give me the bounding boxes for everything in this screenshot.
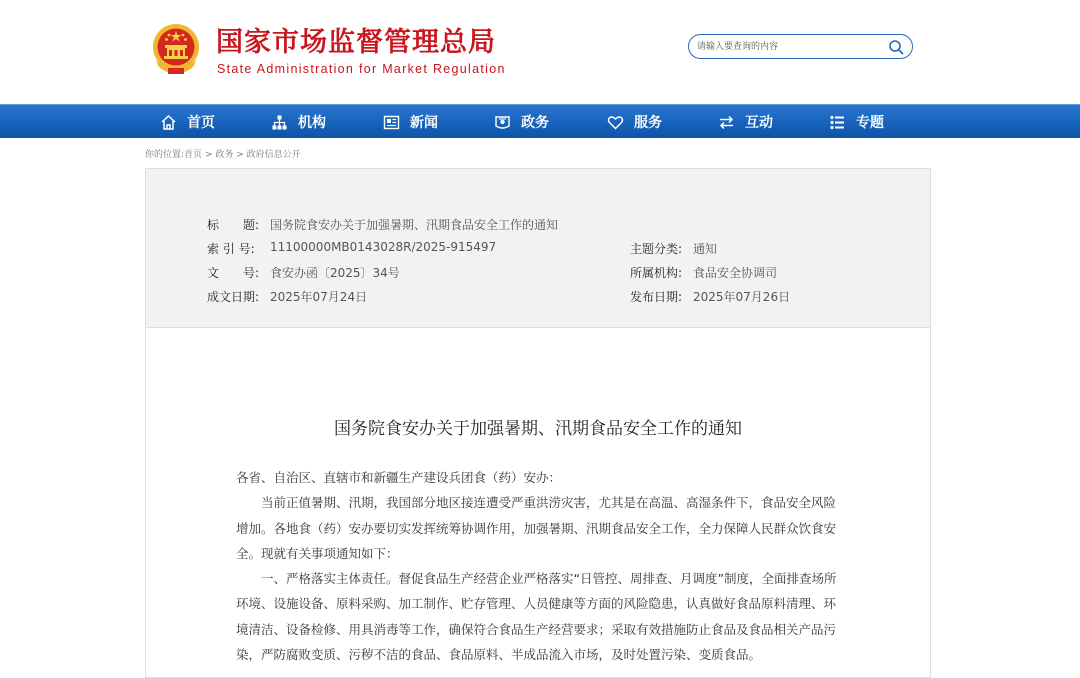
- breadcrumb: [145, 147, 301, 160]
- site-title: 国家市场监督管理总局: [216, 27, 496, 58]
- heart-icon: [607, 114, 624, 131]
- nav-item-label: 互动: [745, 115, 773, 131]
- breadcrumb-item-disclosure[interactable]: 政府信息公开: [246, 150, 301, 160]
- meta-index-value: 11100000MB0143028R/2025-915497: [270, 240, 497, 254]
- news-icon: [383, 114, 400, 131]
- meta-created-label: 成文日期:: [207, 290, 260, 304]
- meta-agency-value: 食品安全协调司: [693, 266, 778, 280]
- search-icon[interactable]: [888, 39, 904, 55]
- nav-item-label: 首页: [187, 115, 215, 131]
- nav-item-label: 服务: [634, 115, 662, 131]
- article-paragraph: 一、严格落实主体责任。督促食品生产经营企业严格落实“日管控、周排查、月调度”制度，全面排查场所环境、设施设备、原料采购、加工制作、贮存管理、人员健康等方面的风险隐患，认真做好食品原料清理、环境清洁、设备检修、用具消毒等工作，确保符合食品生产经营要求；采取有效措施防止食品及食品相关产品污染，严防腐败变质、污秽不洁的食品、食品原料、半成品流入市场，及时处置污染、变质食品。: [236, 571, 837, 663]
- article-paragraph: 当前正值暑期、汛期，我国部分地区接连遭受严重洪涝灾害，尤其是在高温、高湿条件下，食品安全风险增加。各地食（药）安办要切实发挥统筹协调作用，加强暑期、汛期食品安全工作，全力保障人民群众饮食安全。现就有关事项通知如下：: [236, 495, 837, 561]
- nav-item-label: 专题: [856, 115, 884, 131]
- breadcrumb-separator: >: [236, 150, 244, 160]
- nav-item-label: 机构: [298, 115, 326, 131]
- nav-item-affairs[interactable]: [494, 105, 549, 139]
- government-affairs-icon: [494, 114, 511, 131]
- meta-title-label: 标 题:: [207, 218, 260, 232]
- site-header: [0, 0, 1080, 104]
- meta-docno-label: 文 号:: [207, 266, 260, 280]
- meta-title-value: 国务院食安办关于加强暑期、汛期食品安全工作的通知: [270, 218, 559, 232]
- meta-index-label: 索 引 号:: [207, 242, 255, 256]
- national-emblem-icon[interactable]: [150, 22, 202, 78]
- site-subtitle: State Administration for Market Regulation: [217, 62, 506, 76]
- article-salutation: 各省、自治区、直辖市和新疆生产建设兵团食（药）安办：: [236, 470, 562, 485]
- meta-created-value: 2025年07月24日: [270, 290, 368, 304]
- nav-item-org[interactable]: [271, 105, 326, 139]
- meta-published-value: 2025年07月26日: [693, 290, 791, 304]
- topics-icon: [829, 114, 846, 131]
- article-body: [236, 465, 843, 667]
- breadcrumb-item-affairs[interactable]: 政务: [215, 150, 234, 160]
- nav-item-news[interactable]: [383, 105, 438, 139]
- document-meta: [145, 168, 931, 328]
- meta-agency-label: 所属机构:: [630, 266, 683, 280]
- nav-item-service[interactable]: [607, 105, 662, 139]
- search-input[interactable]: [697, 35, 877, 58]
- org-chart-icon: [271, 114, 288, 131]
- meta-category-value: 通知: [693, 242, 718, 256]
- home-icon: [160, 114, 177, 131]
- meta-docno-value: 食安办函〔2025〕34号: [270, 266, 400, 280]
- meta-category-label: 主题分类:: [630, 242, 683, 256]
- main-nav: [0, 104, 1080, 138]
- breadcrumb-prefix: 你的位置:: [145, 150, 185, 160]
- meta-published-label: 发布日期:: [630, 290, 683, 304]
- search-box: [688, 34, 913, 59]
- exchange-arrows-icon: [718, 114, 735, 131]
- breadcrumb-item-home[interactable]: 首页: [184, 150, 203, 160]
- nav-item-interaction[interactable]: [718, 105, 773, 139]
- nav-item-topics[interactable]: [829, 105, 884, 139]
- nav-item-label: 政务: [521, 115, 549, 131]
- nav-item-home[interactable]: [160, 105, 215, 139]
- article-title: 国务院食安办关于加强暑期、汛期食品安全工作的通知: [334, 419, 742, 439]
- nav-item-label: 新闻: [410, 115, 438, 131]
- breadcrumb-separator: >: [204, 150, 213, 160]
